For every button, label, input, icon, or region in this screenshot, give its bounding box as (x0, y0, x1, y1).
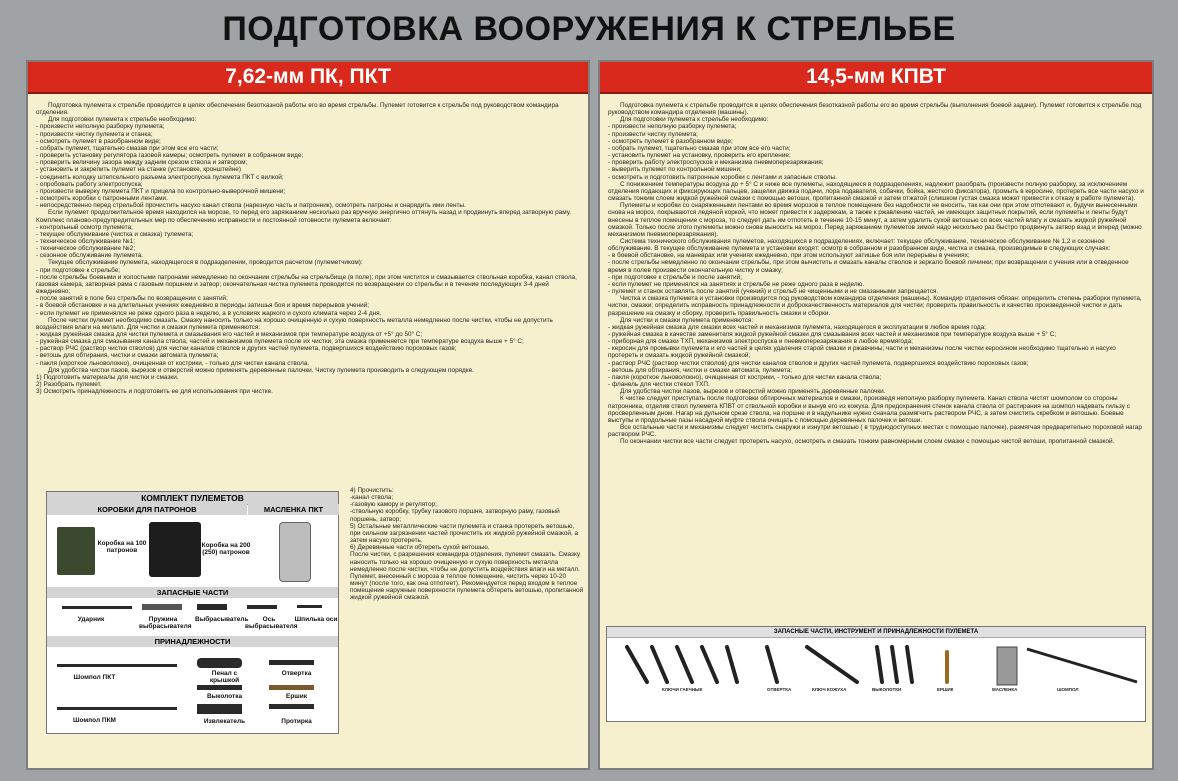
text-paragraph: Подготовка пулемета к стрельбе проводится в целях обеспечения безотказной работы его во время стрельбы. Пулемет готовится к стрельбе под руководством командира отделения. (36, 102, 559, 117)
text-paragraph: - жидкая ружейная смазка для смазки всех частей и механизмов пулемета, находящегося в эксплуатации в любое время года; (608, 323, 986, 331)
text-paragraph: - произвести чистку пулемета; (608, 130, 698, 138)
text-paragraph: С понижением температуры воздуха до + 5° С и ниже все пулеметы, находящиеся в подразделениях, надлежит разобрать (произвести полную разборку, за исключением отделения подающих и фиксирующих пальцев, защелки движка подачи, лора подавателя, собачки, бойка, жесткого фиксатора), промыть в керосине, протереть все части насухо и смазать тонким слоем жидкой ружейной смазки с помощью ветоши, пропитанной смазкой и затем отжатой (слишком густая смазка может привести к отказу в работе пулемета). (608, 180, 1144, 203)
left-panel-heading: 7,62-мм ПК, ПКТ (28, 62, 588, 94)
wrench-icon (677, 647, 692, 682)
accessory-label: Протирка (281, 718, 312, 725)
text-paragraph: Все остальные части и механизмы следует чистить снаружи и изнутри ветошью ( в труднодоступных местах с помощью палочек), размягчая предварительно пороховой нагар раствором РЧС. (608, 424, 1142, 439)
text-paragraph: - произвести выверку пулемета ПКТ и прицела по контрольно-выверочной мишени; (36, 187, 286, 195)
text-paragraph: - осмотреть пулемет в разобранном виде; (608, 137, 733, 145)
wrench-icon (652, 647, 667, 682)
text-paragraph: Подготовка пулемета к стрельбе проводится в целях обеспечения безотказной работы его во время стрельбы (выполнения боевой задачи). Пулемет готовится к стрельбе под руководством командира отделения (машины). (608, 102, 1142, 117)
accessory-label: Пенал с крышкой (209, 670, 240, 684)
accessory-label: Извлекатель (203, 718, 246, 725)
accessory-label: Шомпол ПКТ (73, 674, 116, 681)
text-paragraph: После чистки пулемет необходимо смазать. Смазку наносить только на хорошо очищенную и сухую поверхность металла немедленно после чистки, чтобы не допустить воздействия влаги на металл. Для чистки и смазки пулемета применяются: (36, 316, 553, 331)
wrench-icon (727, 647, 737, 682)
text-paragraph: Для удобства чистки пазов, вырезов и отверстий можно применять деревянные палочки. Чистку пулемета производить в следующем порядке. (48, 366, 474, 374)
tools-drawing (607, 637, 1145, 721)
accessory-label: Отвертка (281, 670, 312, 677)
punch-icon (907, 647, 912, 682)
text-paragraph: - после стрельбы боевыми и холостыми патронами немедленно по окончании стрельбы на стрельбище (в поле); при этом чистится и смазывается ствольная коробка, канал ствола, газовая камера, затворная рама с газовым поршнем и затвор; окончательная чистка пулемета проводится по возвращении со стрельбы и в течение последующих 3-4 дней ежедневно; (36, 273, 577, 296)
text-paragraph: - техническое обслуживание №2; (36, 245, 135, 253)
text-paragraph: К чистке следует приступать после подготовки обтирочных материалов и смазки, произведя неполную разборку пулемета. Канал ствола чистят шомполом со стороны патронника, отделив ствол пулемета КПВТ от ствольной коробки и вынув его из кожуха. Для предохранения стенок канала ствола от растирания на шомпол надевать гильзу с просверленным дном. Нагар на дульном срезе ствола, на поршне и в надульнике нужно сначала размягчить раствором РЧС, а затем счистить скребком и ветошью. Боевые выступы и продольные пазы насадной муфте ствола очищать с помощью деревянных палочек и ветоши. (608, 395, 1130, 424)
tools-title: ЗАПАСНЫЕ ЧАСТИ, ИНСТРУМЕНТ И ПРИНАДЛЕЖНОСТИ ПУЛЕМЕТА (607, 627, 1145, 638)
text-paragraph: - произвести чистку пулемета и станка; (36, 130, 153, 138)
spring-icon (142, 604, 182, 610)
wrench-icon (702, 647, 717, 682)
text-paragraph: - раствор РЧС (раствор чистки стволов) для чистки каналов стволов и других частей пулемета, подвергшихся воздействию пороховых газов; (36, 345, 457, 353)
text-paragraph: Текущее обслуживание пулемета, находящегося в подразделении, проводится расчетом (пулеметчиком): (48, 259, 363, 267)
text-paragraph: Для подготовки пулемета к стрельбе необходимо: (48, 116, 197, 124)
text-paragraph: 6) Деревянные части обтереть сухой ветошью. (350, 544, 490, 552)
tool-label: ШОМПОЛ (1057, 687, 1079, 692)
text-paragraph: 5) Остальные металлические части пулемета и станка протереть ветошью, при сильном загрязнении частей прочистить их жидкой ружейной смазкой, а затем насухо протереть. (350, 522, 579, 545)
text-paragraph: -канал ствола; (350, 494, 394, 502)
text-paragraph: - пулемет и станок оставлять после занятий (учений) и стрельб не чищенными и не смазанными запрещается. (608, 288, 939, 296)
text-paragraph: - если пулемет не применялся не реже одного раза в неделю, а в условиях жаркого и сухого климата через 2-4 дня. (36, 309, 382, 317)
rod-icon (1027, 649, 1137, 682)
accessory-label: Шомпол ПКМ (73, 717, 116, 724)
text-paragraph: - проверить работу электроспусков и механизма пневмоперезаряжания; (608, 159, 824, 167)
text-paragraph: - пакля (короткое льноволокно), очищенная от кострики, - только для чистки канала ствола; (608, 373, 882, 381)
boxes-title: КОРОБКИ ДЛЯ ПАТРОНОВ (47, 504, 247, 515)
box100-label: Коробка на 100 патронов (97, 540, 147, 554)
screwdriver-icon (269, 660, 314, 665)
wiper-icon (269, 704, 314, 709)
oiler-title: МАСЛЕНКА ПКТ (248, 504, 339, 515)
spare-label: Шпилька оси (294, 616, 338, 623)
text-paragraph: Пулемет, внесенный с мороза в теплое помещение, чистить через 10-20 минут (после того, как она отпотеет). Рекомендуется перед входом в теплое помещение наружные поверхности пулемета обтереть ветошью, пропитанной жидкой ружейной смазкой. (350, 572, 584, 602)
text-paragraph: - выверить пулемет по контрольной мишени; (608, 166, 742, 174)
text-paragraph: - контрольный осмотр пулемета; (36, 223, 133, 231)
tools-illustration (606, 626, 1146, 722)
text-paragraph: Если пулемет продолжительное время находился на морозе, то перед его заряжанием несколько раз вручную энергично оттянуть назад и продвинуть вперед затворную раму. Комплекс планово-предупредительных мер по обеспечению исправности и постоянной готовности пулемета включает: (36, 209, 572, 224)
spare-label: Пружина выбрасывателя (139, 616, 192, 630)
rod-pkm-icon (57, 707, 177, 710)
text-paragraph: 2) Разобрать пулемет. (36, 381, 102, 389)
text-paragraph: - опробовать работу электроспуска; (36, 180, 143, 188)
text-paragraph: - соединить колодку штепсельного разъема электроспуска пулемета ПКТ с вилкой; (36, 173, 284, 181)
text-paragraph: - ружейная смазка для смазывания канала ствола, частей и механизмов пулемета после их чистки; эта смазка применяется при температуре воздуха выше + 5° С; (36, 338, 524, 346)
text-paragraph: - осмотреть коробки с патронными лентами. (36, 195, 168, 203)
spare-label: Выбрасыватель (195, 616, 249, 623)
kit-title: КОМПЛЕКТ ПУЛЕМЕТОВ (47, 492, 338, 505)
acc-title: ПРИНАДЛЕЖНОСТИ (47, 636, 338, 647)
ammo-box-100-icon (57, 527, 95, 575)
axis-pin-icon (297, 605, 322, 608)
oiler-icon (997, 647, 1017, 685)
tool-label: КЛЮЧ КОЖУХА (812, 687, 847, 692)
screwdriver-icon (767, 647, 777, 682)
text-paragraph: - произвести неполную разборку пулемета; (608, 123, 737, 131)
page-title: ПОДГОТОВКА ВООРУЖЕНИЯ К СТРЕЛЬБЕ (222, 10, 956, 48)
accessory-label: Выколотка (206, 693, 243, 700)
striker-icon (62, 606, 132, 609)
text-paragraph: - ветошь для обтирания, чистки и смазки автомата пулемета; (36, 352, 219, 360)
text-paragraph: - в боевой обстановке, на маневрах или учениях ежедневно, при этом используют затишье боя или перерывы в учениях; (608, 252, 970, 260)
kit-side-text (350, 487, 585, 602)
text-paragraph: - ветошь для обтирания, чистки и смазки автомата, пулемета; (608, 366, 793, 374)
text-paragraph: - собрать пулемет, тщательно смазав при этом все его части; (608, 144, 791, 152)
text-paragraph: - проверить величину зазора между задним срезом ствола и затвором; (36, 159, 248, 167)
right-panel-text (608, 102, 1144, 446)
text-paragraph: 3) Осмотреть принадлежность и подготовить ее для использования при чистке. (36, 388, 273, 396)
tool-label: ОТВЕРТКА (767, 687, 792, 692)
text-paragraph: - при подготовке к стрельбе; (36, 266, 121, 274)
tool-label: ЕРШИК (937, 687, 954, 692)
text-paragraph: - если пулемет не применялся на занятиях и стрельбе не реже одного раза в неделю. (608, 280, 865, 288)
brush-icon (269, 685, 314, 690)
casing-key-icon (807, 647, 857, 682)
text-paragraph: - установить пулемет на установку, проверить его крепление; (608, 152, 791, 160)
text-paragraph: Для удобства чистки пазов, вырезов и отверстий можно применять деревянные палочки. (620, 388, 886, 396)
punch-icon (197, 685, 242, 690)
tool-label: ВЫКОЛОТКИ (872, 687, 902, 692)
text-paragraph: - собрать пулемет, тщательно смазав при этом все его части; (36, 144, 219, 152)
wrench-icon (627, 647, 647, 682)
tool-label: МАСЛЕНКА (992, 687, 1018, 692)
text-paragraph: После чистки, с разрешения командира отделения, пулемет смазать. Смазку наносить только на хорошо очищенную и сухую поверхность металла немедленно после чистки, чтобы не допустить воздействия влаги на металл. (350, 551, 581, 573)
text-paragraph: - текущее обслуживание (чистка и смазка) тулемета; (36, 230, 194, 238)
text-paragraph: - после стрельбы немедленно по окончании стрельбы, при этом вычистить и смазать каналы стволов и зеркало боевой личинки; при возвращении с учения или в отведенное время в полев произвести окончательную чистку и смазку; (608, 259, 1129, 274)
case-icon (197, 658, 242, 668)
text-paragraph: - приборная для смазки ТХП, механизмов электроспуска и пневмоперезаряжания в любое времягода; (608, 338, 913, 346)
text-paragraph: - при подготовке к стрельбе и после занятий; (608, 273, 742, 281)
text-paragraph: - керосин для промывки пулемета и его частей в целях удаления старой смазки и ржавчины; части и механизмы после чистки керосином необходимо тщательно и насухо протереть и смазать жидкой ружейной смазкой; (608, 345, 1116, 360)
text-paragraph: - пакля (короткое льноволокно), очищенная от кострики, - только для чистки канала ствола. (36, 359, 310, 367)
text-paragraph: Для подготовки пулемета к стрельбе необходимо: (620, 116, 769, 124)
accessory-label: Ершик (286, 693, 307, 700)
text-paragraph: Чистка и смазка пулемета и установки производится под руководством командира отделения (машины). Командир отделения обязан: определить степень разборки пулемета, чистки, смазки; определить исправность принадлежности и доброкачественность материалов для чистки; проверить правильность и качество произведенной чистки и дать разрешение на смазку и сборку, проверить правильность смазки и сборки. (608, 295, 1142, 317)
text-paragraph: - проверить установку регулятора газовой камеры; осмотреть пулемет в собранном виде; (36, 152, 304, 160)
text-paragraph: - осмотреть и подготовить патронные коробки с лентами и запасные стволы. (608, 173, 837, 181)
extractor-axis-icon (247, 605, 277, 609)
spare-label: Ударник (77, 616, 105, 623)
text-paragraph: - произвести неполную разборку пулемета; (36, 123, 165, 131)
spares-title: ЗАПАСНЫЕ ЧАСТИ (47, 587, 338, 598)
rod-pkt-icon (57, 664, 177, 667)
box200-label: Коробка на 200 (250) патронов (201, 542, 251, 556)
text-paragraph: - раствор РЧС (раствор чистки стволов) для чистки каналов стволов и других частей пулемета, подвергшихся воздействию пороховых газов; (608, 359, 1029, 367)
spare-label: Ось выбрасывателя (245, 616, 298, 630)
text-paragraph: - фланель для чистки стекол ТХП. (608, 381, 710, 389)
text-paragraph: - жидкая ружейная смазка для чистки пулемета и смазывания его частей и механизмов при температуре воздуха от +5° до 50° С; (36, 331, 423, 338)
ammo-box-200-icon (149, 522, 201, 577)
puller-icon (197, 704, 242, 714)
text-paragraph: - техническое обслуживание №1; (36, 237, 135, 245)
text-paragraph: - после занятий в поле без стрельбы по возвращении с занятий; (36, 295, 228, 303)
punch-icon (877, 647, 882, 682)
text-paragraph: - сезонное обслуживание пулемета. (36, 252, 144, 260)
text-paragraph: -газовую камору и регулятор; (350, 501, 437, 509)
text-paragraph: - в боевой обстановке и на длительных учениях ежедневно в периоды затишья боя и время перерывов учений; (36, 302, 370, 310)
text-paragraph: 4) Прочистить: (350, 487, 394, 494)
text-paragraph: - осмотреть пулемет в разобранном виде; (36, 137, 161, 145)
left-panel-text (36, 102, 580, 395)
oiler-icon (279, 522, 311, 582)
kit-illustration (46, 491, 339, 734)
text-paragraph: - установить и закрепить пулемет на станке (установке, кронштейне) (36, 166, 241, 174)
text-paragraph: 1) Подготовить материалы для чистки и смазки. (36, 373, 179, 381)
right-panel-heading: 14,5-мм КПВТ (600, 62, 1152, 94)
tool-label: КЛЮЧИ ГАЕЧНЫЕ (662, 687, 703, 692)
text-paragraph: - непосредственно перед стрельбой прочистить насухо канал ствола (нарезную часть и патронник), осмотреть патроны и снарядить ими ленты. (36, 202, 466, 210)
text-paragraph: - ружейная смазка в качестве заменителя жидкой ружейной смазки для смазывания всех частей и механизмов при температуре воздуха выше + 5° С; (608, 331, 1057, 338)
text-paragraph: -ствольную коробку, трубку газового поршня, затворную раму, газовый поршень, затвор; (350, 508, 560, 523)
text-paragraph: По окончании чистки все части следует протереть насухо, осмотреть и смазать тонким равномерным слоем смазки с помощью чистой ветоши, пропитанной смазкой. (620, 438, 1115, 446)
extractor-icon (197, 604, 227, 610)
text-paragraph: Пулеметы и коробки со снаряженными лентами во время морозов в теплое помещение без надобности не вносить, так как они при этом отпотевают и, будучи вынесенными снова на мороз, покрываются ледяной коркой, что может привести к задержкам, а также к ржавлению частей, не имеющих защитных покрытий, если пулеметы и ленты будут внесены в теплое помещение с мороза, то следует дать им отпотеть в течение 10-15 минут, а затем удалить сухой ветошью со всех частей влагу и смазать жидкой ружейной смазкой. Только после этого пулеметы можно снова выносить на мороз. Перед заряжанием пулеметов зимой надо несколько раз быстро продвинуть затвор взад и вперед (можно механизмом пневмоперезаряжания). (608, 202, 1142, 238)
text-paragraph: Для чистки и смазки пулемета применяются: (620, 316, 754, 324)
text-paragraph: Система технического обслуживания пулеметов, находящихся в подразделениях, включает: текущее обслуживание, техническое обслуживание № 1,2 и сезонное обслуживание. В текущее обслуживание пулемета и установки входят: осмотр в собранном и разобранном виде, чистка и смазка, производимые в следующих случаях: (608, 237, 1111, 253)
punch-icon (892, 647, 897, 682)
